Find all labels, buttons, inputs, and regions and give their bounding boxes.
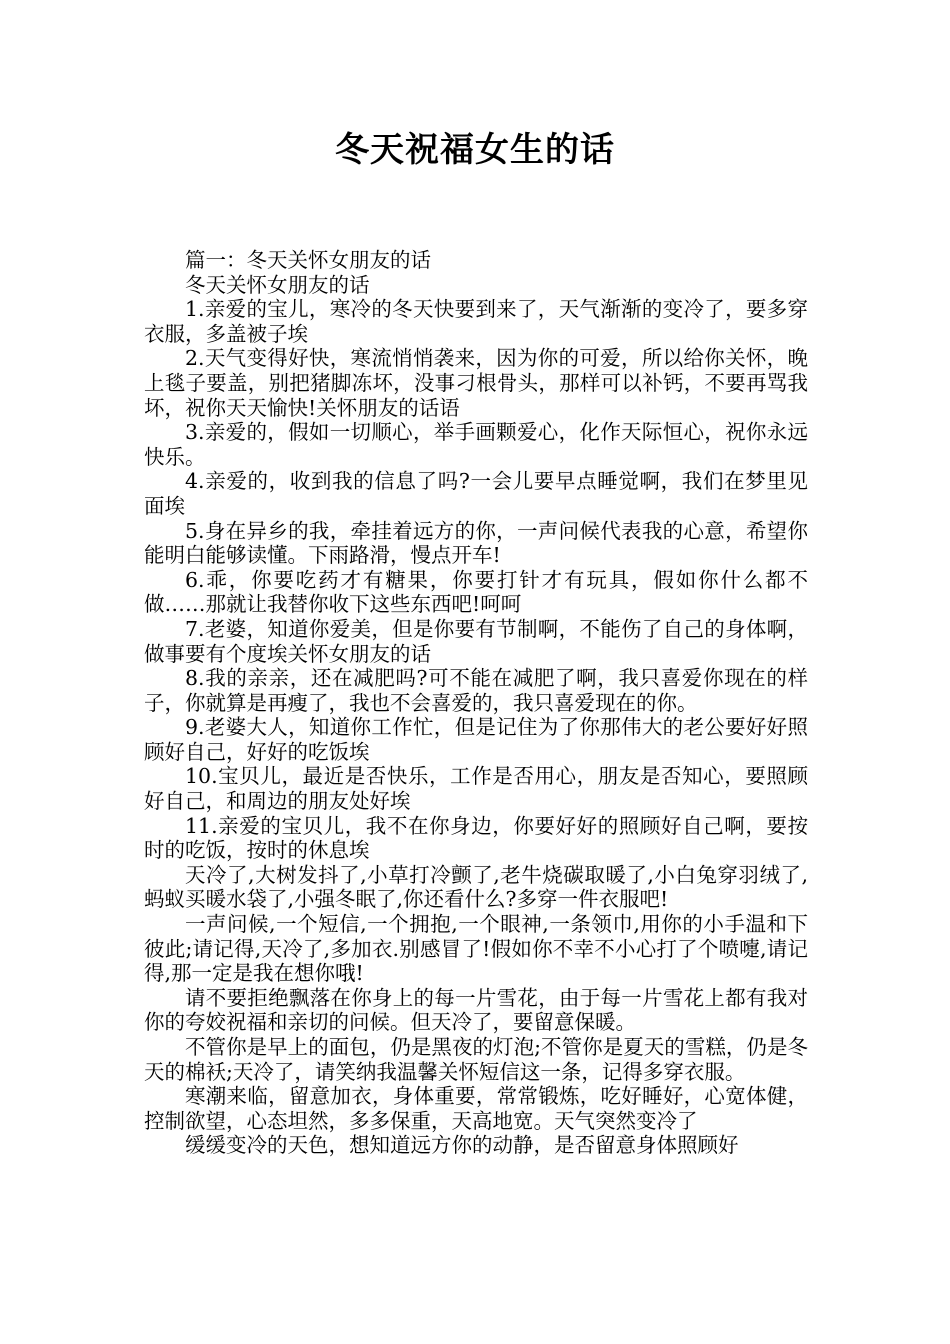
paragraph: 一声问候,一个短信,一个拥抱,一个眼神,一条领巾,用你的小手温和下彼此;请记得,天冷了,多加衣.别感冒了!假如你不幸不小心打了个喷嚏,请记得,那一定是我在想你哦! — [144, 912, 808, 986]
paragraph: 篇一：冬天关怀女朋友的话 — [185, 248, 431, 272]
paragraph: 11.亲爱的宝贝儿，我不在你身边，你要好好的照顾好自己啊，要按时的吃饭，按时的休息埃 — [144, 813, 808, 863]
paragraph: 5.身在异乡的我，牵挂着远方的你，一声问候代表我的心意，希望你能明白能够读懂。下雨路滑，慢点开车! — [144, 518, 808, 568]
paragraph: 3.亲爱的，假如一切顺心，举手画颗爱心，化作天际恒心，祝你永远快乐。 — [144, 420, 808, 469]
paragraph: 寒潮来临，留意加衣，身体重要，常常锻炼，吃好睡好，心宽体健，控制欲望，心态坦然，多多保重，天高地宽。天气突然变冷了 — [144, 1084, 808, 1133]
paragraph: 不管你是早上的面包，仍是黑夜的灯泡;不管你是夏天的雪糕，仍是冬天的棉袄;天冷了，请笑纳我温馨关怀短信这一条，记得多穿衣服。 — [144, 1035, 808, 1084]
paragraph: 8.我的亲亲，还在减肥吗?可不能在减肥了啊，我只喜爱你现在的样子，你就算是再瘦了，我也不会喜爱的，我只喜爱现在的你。 — [144, 666, 808, 715]
paragraph: 1.亲爱的宝儿，寒冷的冬天快要到来了，天气渐渐的变冷了，要多穿衣服，多盖被子埃 — [144, 297, 808, 346]
document-title: 冬天祝福女生的话 — [335, 130, 615, 170]
paragraph: 天冷了,大树发抖了,小草打冷颤了,老牛烧碳取暖了,小白兔穿羽绒了,蚂蚁买暖水袋了,小强冬眠了,你还看什么?多穿一件衣服吧! — [144, 862, 808, 912]
paragraph: 2.天气变得好快，寒流悄悄袭来，因为你的可爱，所以给你关怀，晚上毯子要盖，别把猪脚冻坏，没事刁根骨头，那样可以补钙，不要再骂我坏，祝你天天愉快!关怀朋友的话语 — [144, 346, 808, 420]
paragraph: 6.乖，你要吃药才有糖果，你要打针才有玩具，假如你什么都不做……那就让我替你收下这些东西吧!呵呵 — [144, 567, 808, 617]
paragraph: 4.亲爱的，收到我的信息了吗?一会儿要早点睡觉啊，我们在梦里见面埃 — [144, 469, 808, 518]
document-body — [144, 248, 808, 1158]
paragraph: 缓缓变冷的天色，想知道远方你的动静，是否留意身体照顾好 — [185, 1133, 739, 1158]
paragraph: 冬天关怀女朋友的话 — [185, 272, 370, 297]
paragraph: 10.宝贝儿，最近是否快乐，工作是否用心，朋友是否知心，要照顾好自己，和周边的朋友处好埃 — [144, 764, 808, 814]
paragraph: 7.老婆，知道你爱美，但是你要有节制啊，不能伤了自己的身体啊，做事要有个度埃关怀女朋友的话 — [144, 616, 808, 666]
paragraph: 9.老婆大人，知道你工作忙，但是记住为了你那伟大的老公要好好照顾好自己，好好的吃饭埃 — [144, 715, 808, 764]
paragraph: 请不要拒绝飘落在你身上的每一片雪花，由于每一片雪花上都有我对你的夸姣祝福和亲切的问候。但天冷了，要留意保暖。 — [144, 985, 808, 1035]
